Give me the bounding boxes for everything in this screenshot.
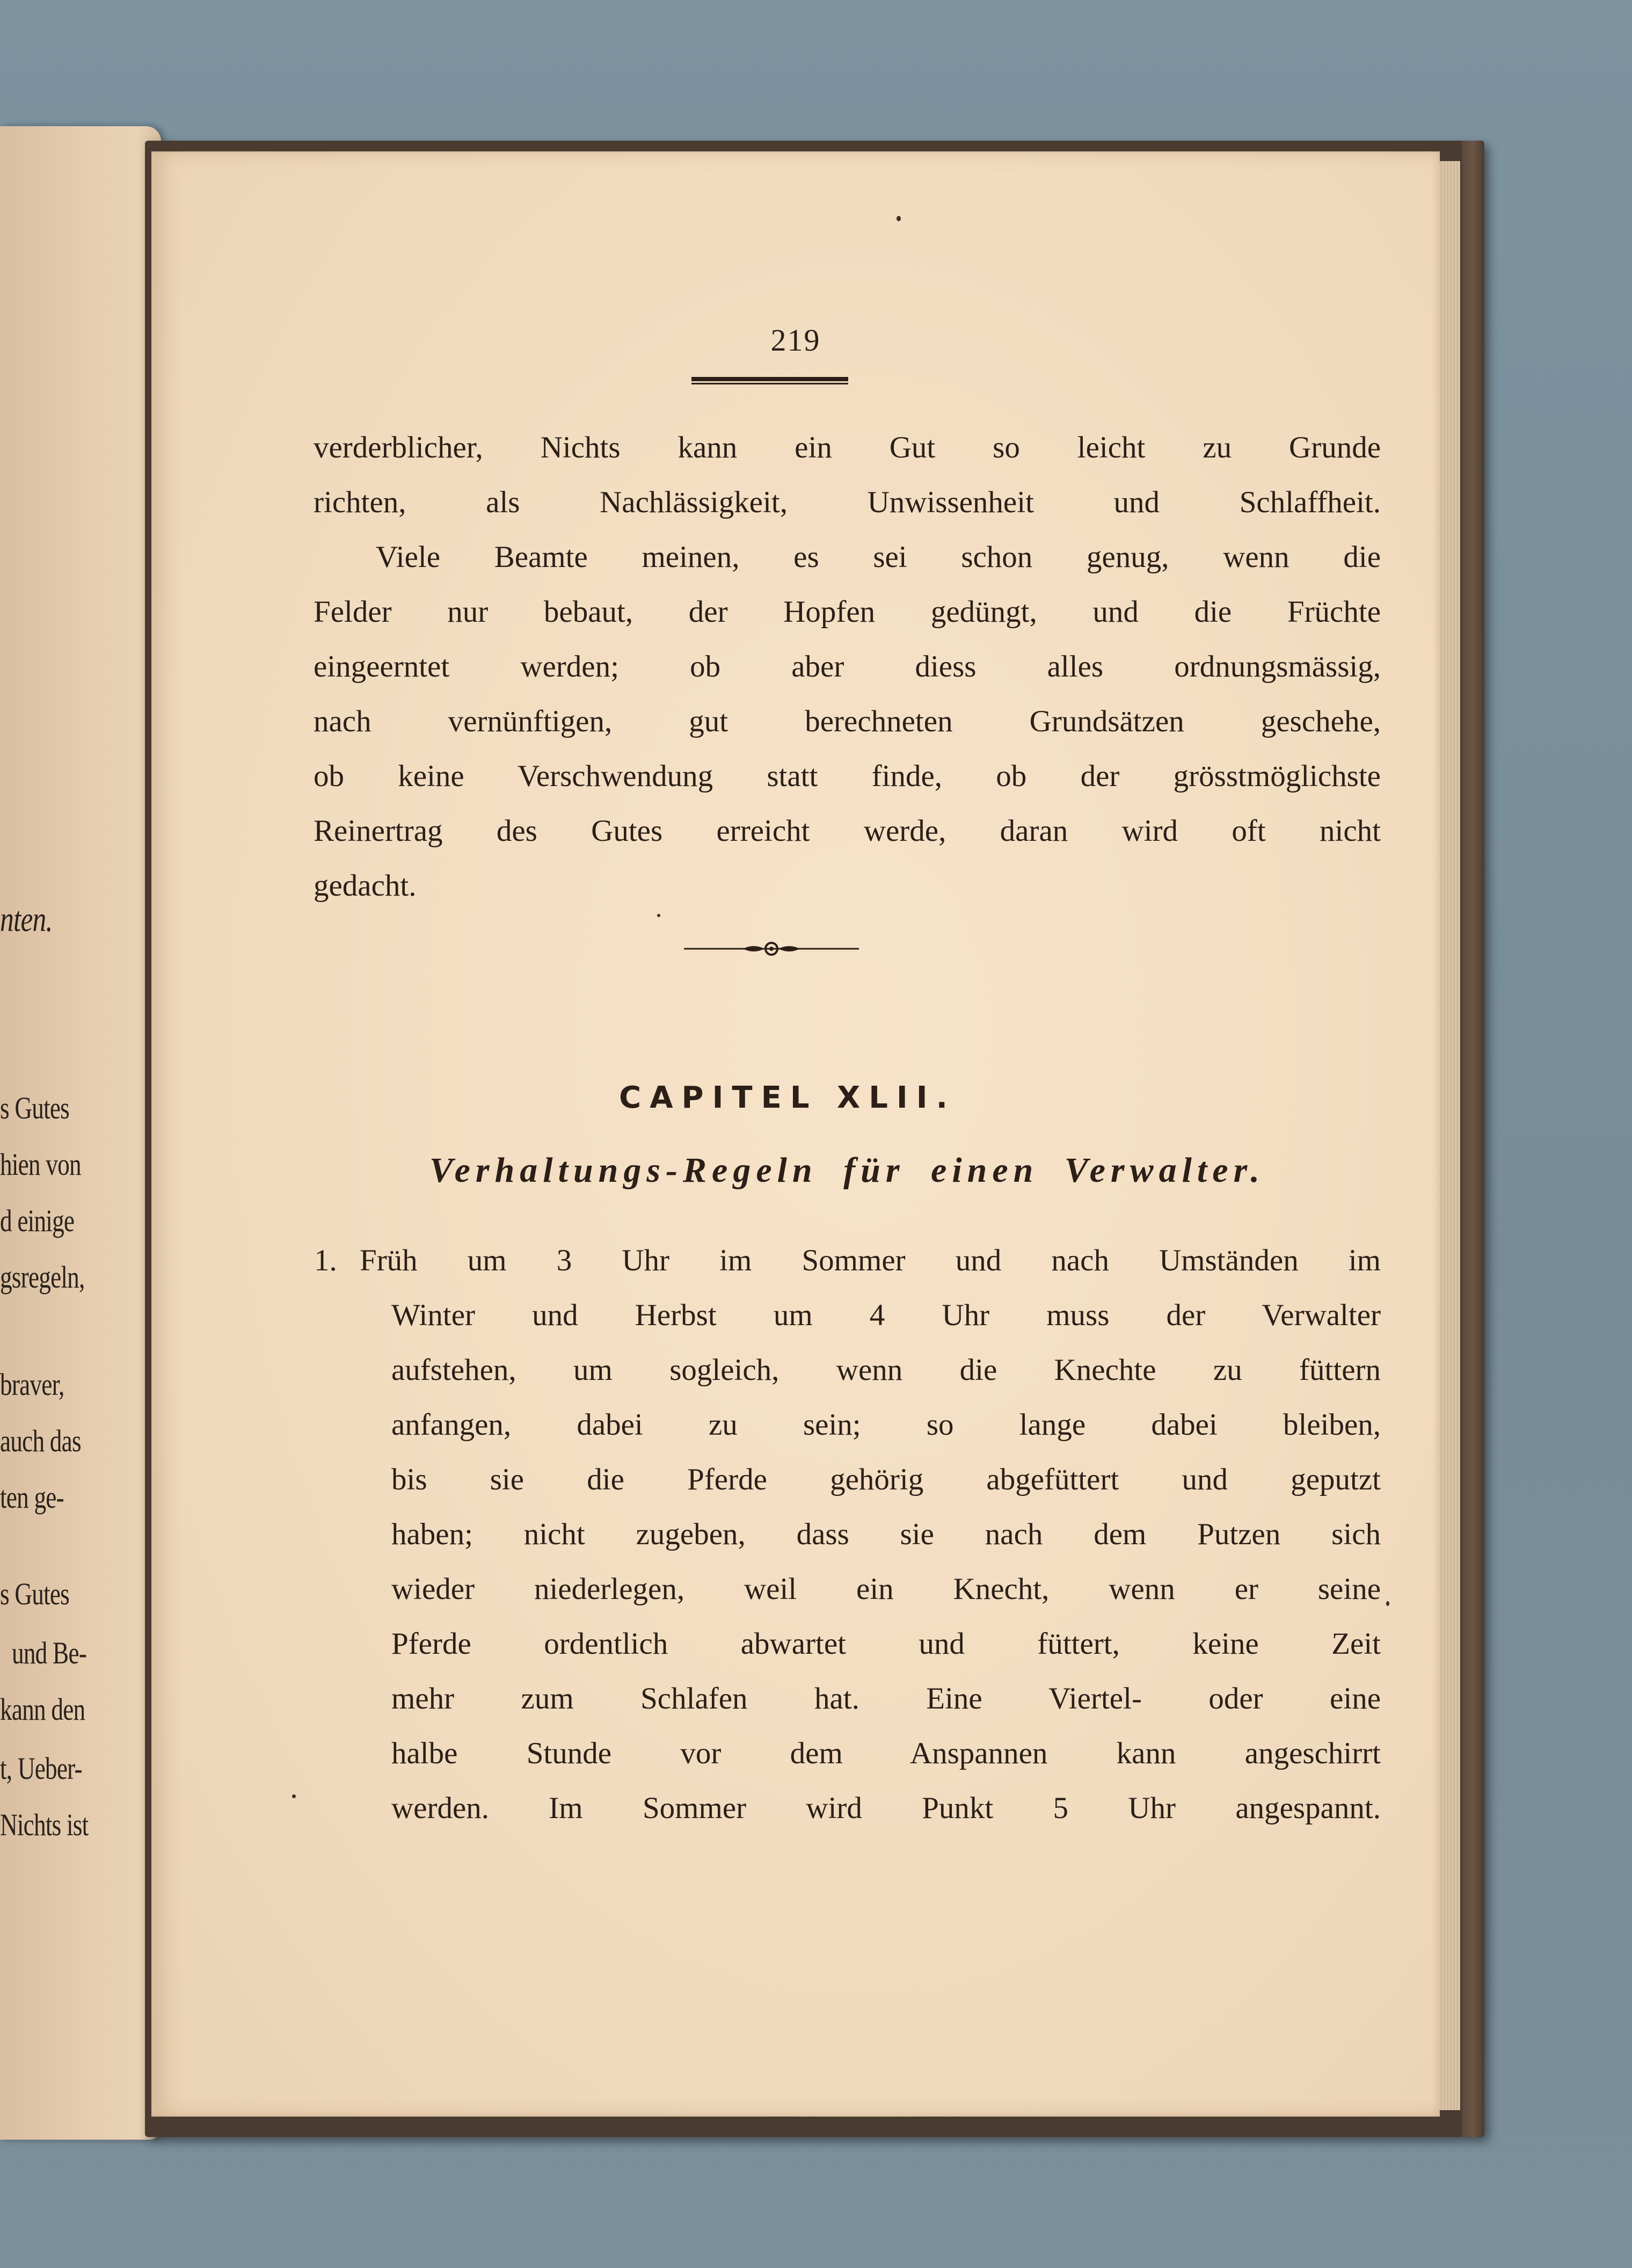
left-page-fragment: braver, — [0, 1367, 64, 1402]
paper-speck — [1386, 1601, 1389, 1606]
item-line: aufstehen, um sogleich, wenn die Knechte zu füttern — [391, 1353, 1381, 1387]
left-page-fragment: s Gutes — [0, 1576, 70, 1611]
left-page-fragment: nten. — [0, 900, 53, 939]
chapter-subtitle: Verhaltungs-Regeln für einen Verwalter. — [429, 1151, 1265, 1190]
item-line: anfangen, dabei zu sein; so lange dabei bleiben, — [391, 1408, 1381, 1442]
paragraph-line: gedacht. — [314, 869, 417, 903]
item-line: Früh um 3 Uhr im Sommer und nach Umständen im — [360, 1244, 1381, 1277]
header-rule-thin — [691, 383, 848, 384]
header-rule-thick — [691, 377, 848, 381]
section-ornament — [684, 941, 859, 957]
item-line: Pferde ordentlich abwartet und füttert, keine Zeit — [391, 1627, 1381, 1661]
left-page-fragment: gsregeln, — [0, 1260, 85, 1295]
paragraph-line: Viele Beamte meinen, es sei schon genug, wenn die — [376, 540, 1381, 574]
paragraph-line: Reinertrag des Gutes erreicht werde, daran wird oft nicht — [314, 814, 1381, 848]
left-page-fragment: kann den — [0, 1692, 85, 1727]
paragraph-line: richten, als Nachlässigkeit, Unwissenheit und Schlaffheit. — [314, 485, 1381, 519]
left-page-fragment: hien von — [0, 1147, 81, 1182]
paragraph-line: Felder nur bebaut, der Hopfen gedüngt, und die Früchte — [314, 595, 1381, 629]
paragraph-line: nach vernünftigen, gut berechneten Grundsätzen geschehe, — [314, 704, 1381, 738]
cover-edge — [1462, 141, 1484, 2137]
item-line: haben; nicht zugeben, dass sie nach dem Putzen sich — [391, 1517, 1381, 1551]
paragraph-line: verderblicher, Nichts kann ein Gut so leicht zu Grunde — [314, 431, 1381, 464]
left-facing-page — [0, 126, 161, 2140]
left-page-fragment: d einige — [0, 1203, 75, 1238]
left-page-fragment: auch das — [0, 1423, 81, 1458]
item-line: halbe Stunde vor dem Anspannen kann angeschirrt — [391, 1736, 1381, 1770]
item-number: 1. — [314, 1244, 337, 1277]
item-line: bis sie die Pferde gehörig abgefüttert und geputzt — [391, 1463, 1381, 1496]
paper-speck — [897, 216, 901, 221]
item-line: Winter und Herbst um 4 Uhr muss der Verwalter — [391, 1298, 1381, 1332]
paragraph-line: ob keine Verschwendung statt finde, ob der grösstmöglichste — [314, 759, 1381, 793]
item-line: wieder niederlegen, weil ein Knecht, wenn er seine — [391, 1572, 1381, 1606]
left-page-fragment: und Be- — [12, 1635, 87, 1670]
left-page-fragment: Nichts ist — [0, 1807, 89, 1842]
item-line: mehr zum Schlafen hat. Eine Viertel- oder eine — [391, 1682, 1381, 1715]
left-page-fragment: ten ge- — [0, 1480, 64, 1515]
book-page — [151, 151, 1440, 2117]
paper-speck — [657, 914, 660, 917]
item-line: werden. Im Sommer wird Punkt 5 Uhr angespannt. — [391, 1791, 1381, 1825]
chapter-title: CAPITEL XLII. — [619, 1080, 956, 1115]
paragraph-line: eingeerntet werden; ob aber diess alles ordnungsmässig, — [314, 650, 1381, 684]
left-page-fragment: s Gutes — [0, 1091, 70, 1125]
paper-speck — [292, 1794, 296, 1798]
left-page-fragment: t, Ueber- — [0, 1751, 82, 1786]
page-number: 219 — [770, 323, 821, 358]
header-rule — [691, 377, 848, 384]
